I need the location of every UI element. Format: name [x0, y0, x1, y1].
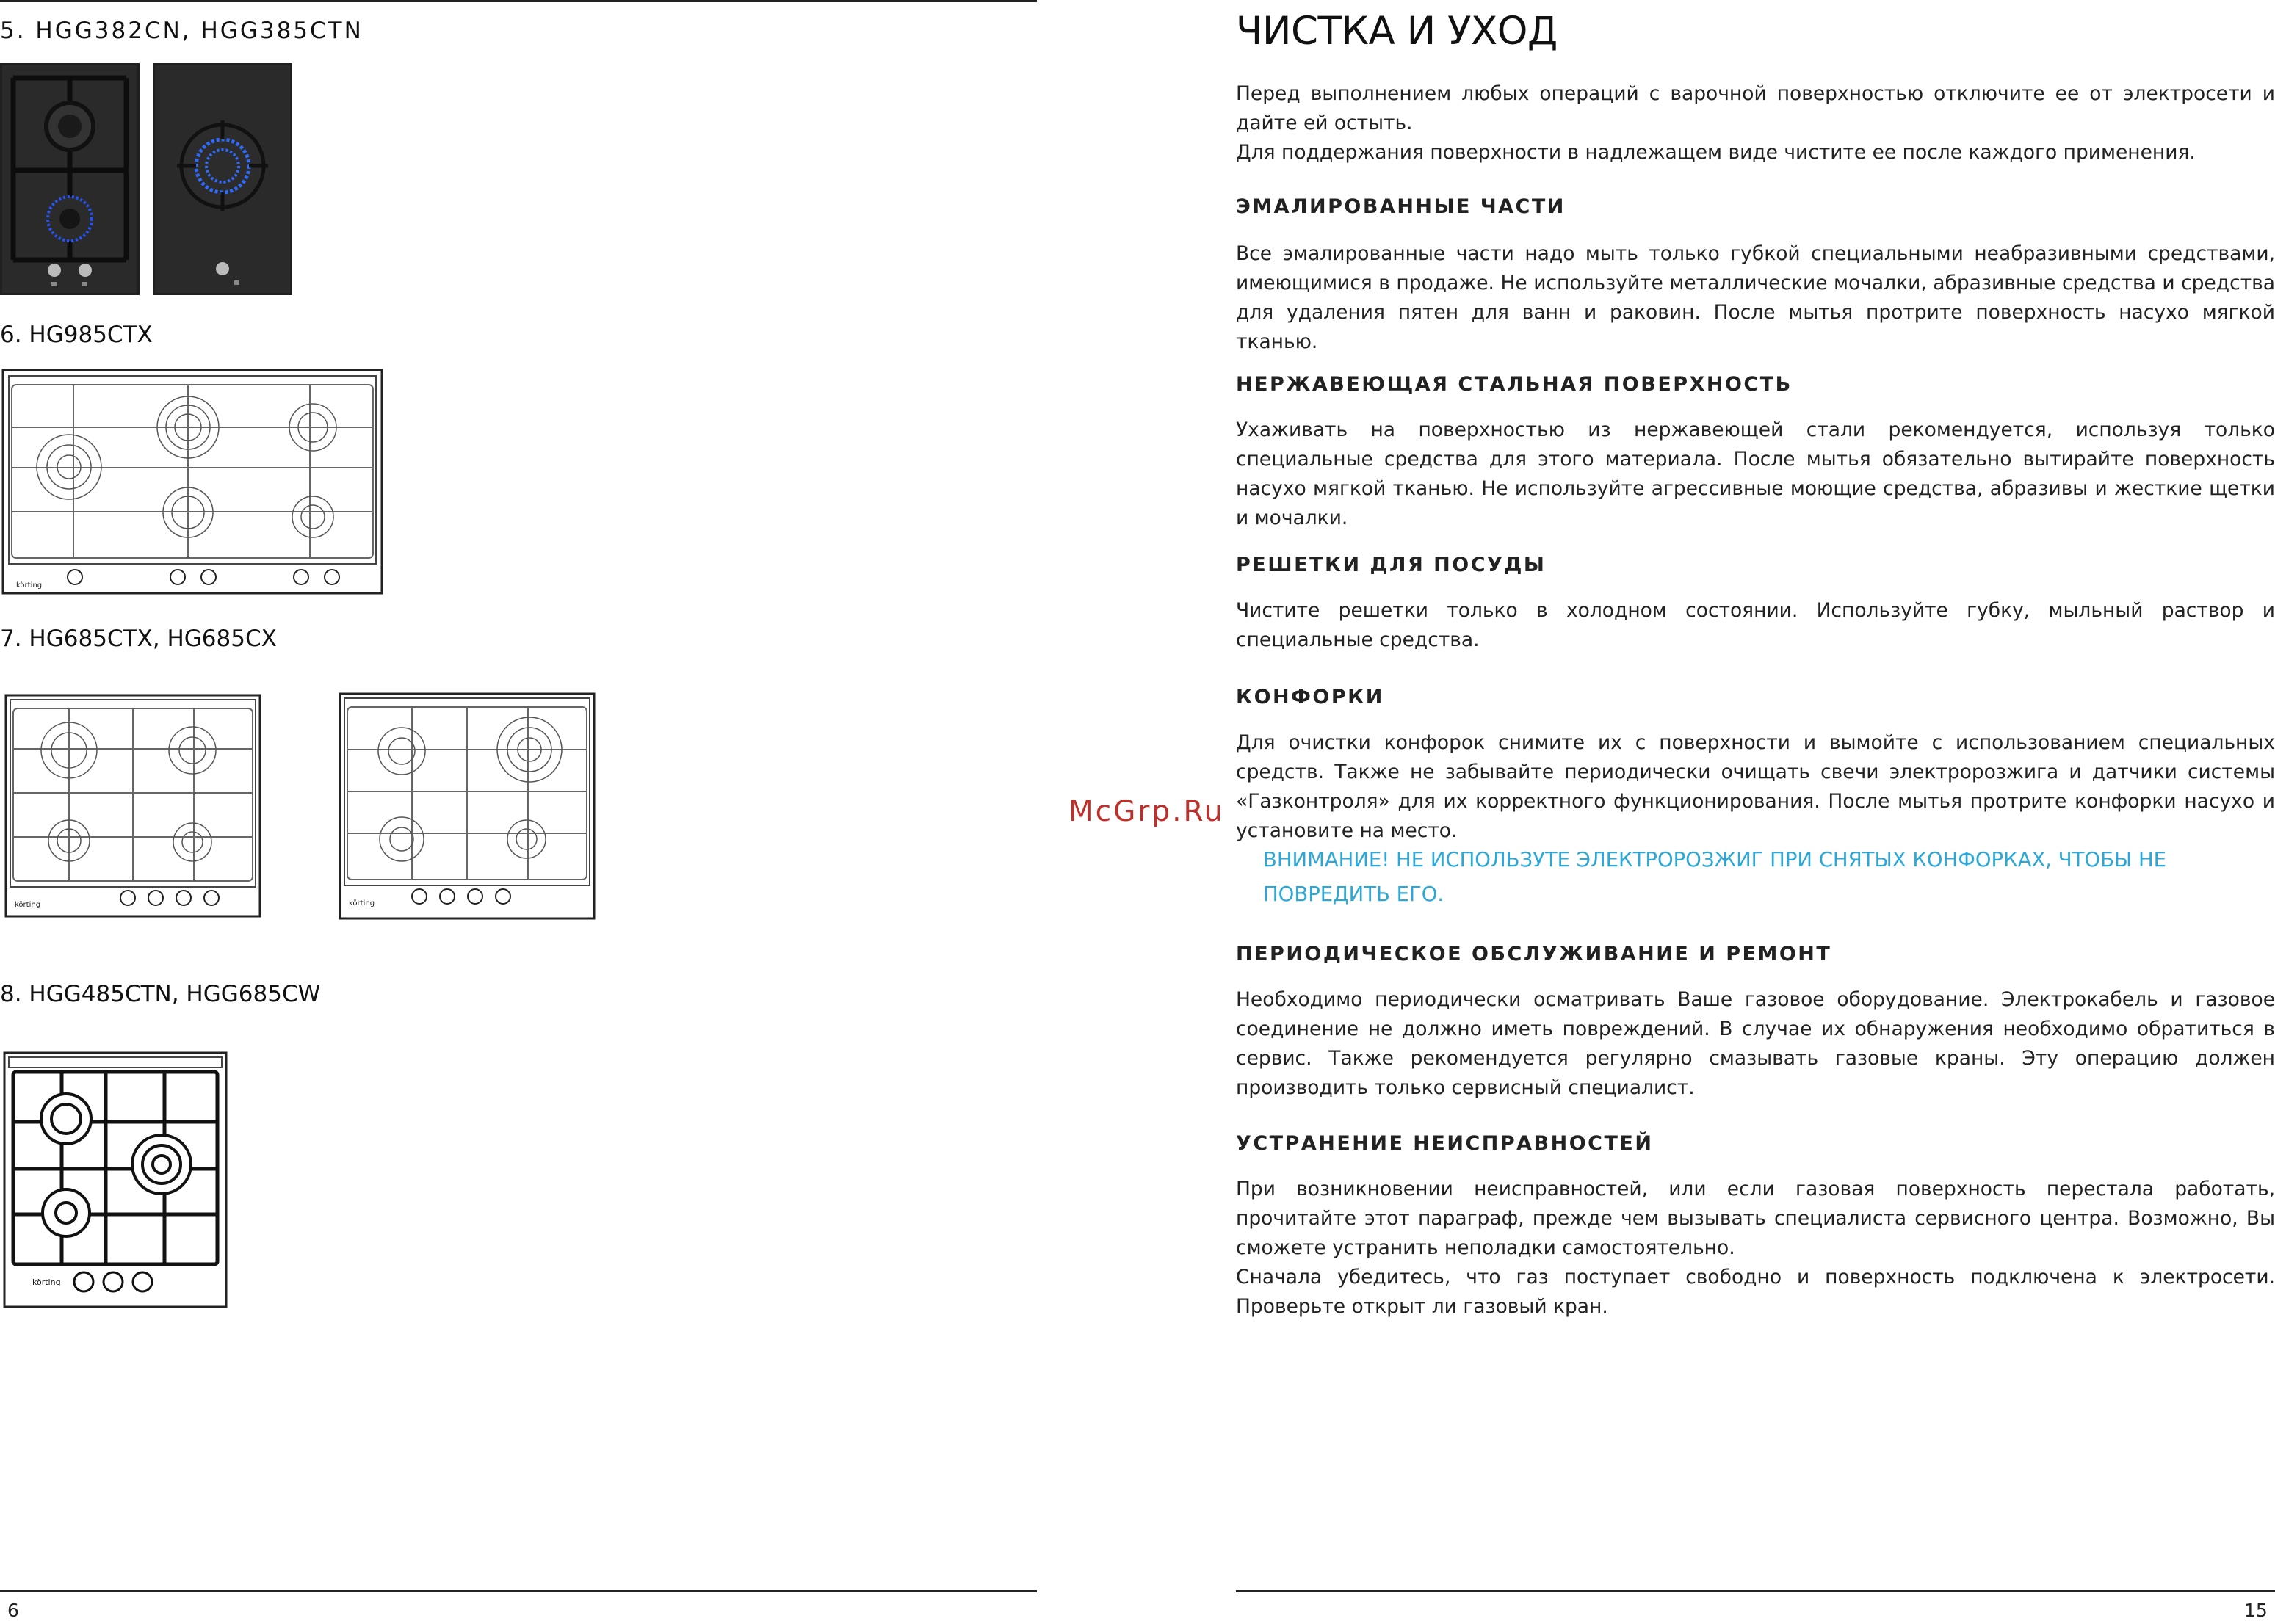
model-title-7: 7. HG685CTX, HG685CX [0, 626, 277, 652]
section-text-grates: Чистите решетки только в холодном состоянии. Используйте губку, мыльный раствор и специальные средства. [1236, 599, 2275, 651]
intro-line-1: Перед выполнением любых операций с варочной поверхностью отключите ее от электросети и дайте ей остыть. [1236, 82, 2275, 134]
hob-drawing-five-burner [1, 369, 383, 595]
model-title-8: 8. HGG485CTN, HGG685CW [0, 981, 321, 1007]
section-heading-steel: НЕРЖАВЕЮЩАЯ СТАЛЬНАЯ ПОВЕРХНОСТЬ [1236, 373, 1793, 396]
left-page-number: 6 [7, 1600, 19, 1621]
section-heading-maintenance: ПЕРИОДИЧЕСКОЕ ОБСЛУЖИВАНИЕ И РЕМОНТ [1236, 943, 1832, 965]
section-text-enamel: Все эмалированные части надо мыть только губкой специальными неабразивными средствами, имеющимися в продаже. Не используйте металлические мочалки, абразивные средства и средства для удаления пятен для ванн и раковин. После мытья протрите поверхность насухо мягкой тканью. [1236, 242, 2275, 353]
warning-note: ВНИМАНИЕ! НЕ ИСПОЛЬЗУТЕ ЭЛЕКТРОРОЗЖИГ ПРИ СНЯТЫХ КОНФОРКАХ, ЧТОБЫ НЕ ПОВРЕДИТЬ ЕГО. [1263, 848, 2166, 906]
hob-drawing-four-burner-a [4, 694, 261, 918]
watermark: McGrp.Ru [1068, 795, 1225, 828]
right-bottom-rule [1236, 1590, 2275, 1592]
section-heading-troubleshooting: УСТРАНЕНИЕ НЕИСПРАВНОСТЕЙ [1236, 1132, 1654, 1155]
intro-text [1236, 79, 2275, 167]
svg-text:körting: körting [16, 581, 43, 590]
domino-hob-photo-1 [0, 63, 140, 295]
hob-drawing-four-burner-b [339, 692, 596, 920]
page-title: ЧИСТКА И УХОД [1236, 9, 1558, 54]
intro-line-2: Для поддержания поверхности в надлежащем виде чистите ее после каждого применения. [1236, 141, 2196, 164]
svg-text:körting: körting [32, 1277, 61, 1287]
section-heading-enamel: ЭМАЛИРОВАННЫЕ ЧАСТИ [1236, 195, 1566, 218]
section-text-troubleshooting: При возникновении неисправностей, или если газовая поверхность перестала работать, прочитайте этот параграф, прежде чем вызывать специалиста сервисного центра. Возможно, Вы сможете устранить неполадки самостоятельно. Сначала убедитесь, что газ поступает свободно и поверхность подключена к электросети. Проверьте открыт ли газовый кран. [1236, 1178, 2275, 1318]
left-top-rule [0, 0, 1037, 2]
section-heading-burners: КОНФОРКИ [1236, 686, 1384, 708]
section-text-maintenance: Необходимо периодически осматривать Ваше газовое оборудование. Электрокабель и газовое соединение не должно иметь повреждений. В случае их обнаружения необходимо обратиться в сервис. Также рекомендуется регулярно смазывать газовые краны. Эту операцию должен производить только сервисный специалист. [1236, 988, 2275, 1099]
domino-hob-photo-2 [153, 63, 292, 295]
hob-drawing-three-burner [3, 1051, 228, 1308]
model-title-5: 5. HGG382CN, HGG385CTN [0, 18, 364, 44]
section-text-burners: Для очистки конфорок снимите их с поверхности и вымойте с использованием специальных средств. Также не забывайте периодически очищать свечи электророзжига и датчики системы «Газконтроля» для их корректного функционирования. После мытья протрите конфорки насухо и установите на место. [1236, 731, 2275, 842]
right-page-number: 15 [2244, 1600, 2268, 1621]
section-text-steel: Ухаживать на поверхностью из нержавеющей стали рекомендуется, используя только специальные средства для этого материала. После мытья обязательно вытирайте поверхность насухо мягкой тканью. Не используйте агрессивные моющие средства, абразивы и жесткие щетки и мочалки. [1236, 418, 2275, 529]
section-heading-grates: РЕШЕТКИ ДЛЯ ПОСУДЫ [1236, 554, 1547, 576]
left-bottom-rule [0, 1590, 1037, 1592]
svg-text:körting: körting [15, 901, 41, 909]
model-title-6: 6. HG985CTX [0, 322, 153, 348]
svg-text:körting: körting [349, 899, 375, 907]
